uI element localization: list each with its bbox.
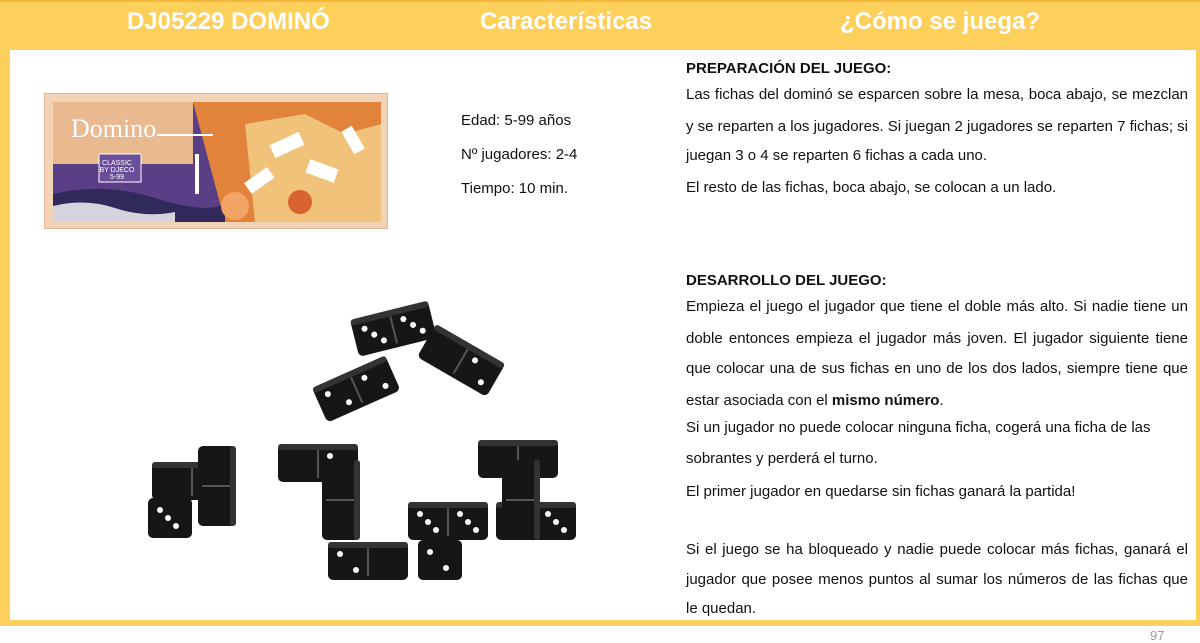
- features-title: Características: [480, 8, 653, 35]
- frame-right: [1196, 50, 1200, 625]
- box-badge-line2: BY DJECO: [99, 167, 135, 174]
- prep-line-3: juegan 3 o 4 se reparten 6 fichas a cada uno.: [686, 147, 988, 164]
- prep-line-2: y se reparten a los jugadores. Si juegan 2 jugadores se reparten 7 fichas; si: [686, 118, 1188, 135]
- dev-line-7: El primer jugador en quedarse sin fichas ganará la partida!: [686, 483, 1076, 500]
- prep-line-4: El resto de las fichas, boca abajo, se colocan a un lado.: [686, 179, 1057, 196]
- dev-line-2: doble entonces empieza el jugador más joven. El jugador siguiente tiene: [686, 330, 1188, 347]
- dev-line-10: le quedan.: [686, 600, 757, 617]
- page-number: 97: [1150, 628, 1165, 643]
- dev-section: [686, 272, 1188, 289]
- box-badge-line1: CLASSIC: [102, 160, 132, 167]
- prep-title: PREPARACIÓN DEL JUEGO:: [686, 60, 892, 77]
- dev-line-1: Empieza el juego el jugador que tiene el doble más alto. Si nadie tiene un: [686, 298, 1188, 315]
- frame-left: [0, 50, 10, 625]
- dev-line-4-pre: estar asociada con el: [686, 392, 832, 409]
- dev-line-6: sobrantes y perderá el turno.: [686, 450, 878, 467]
- dev-line-4: [686, 392, 1188, 409]
- dev-title: DESARROLLO DEL JUEGO:: [686, 272, 887, 289]
- feature-time: Tiempo: 10 min.: [461, 180, 568, 197]
- dev-line-4-bold: mismo número: [831, 392, 940, 409]
- dev-line-5: Si un jugador no puede colocar ninguna ficha, cogerá una ficha de las: [686, 419, 1151, 436]
- feature-age: Edad: 5-99 años: [461, 112, 572, 129]
- prep-section: [686, 60, 1188, 77]
- feature-players: Nº jugadores: 2-4: [461, 146, 578, 163]
- dev-line-9: jugador que posee menos puntos al sumar los números de las fichas que: [686, 571, 1188, 588]
- dev-line-3: que colocar una de sus fichas en uno de los dos lados, siempre tiene que: [686, 360, 1188, 377]
- frame-bottom: [0, 620, 1200, 626]
- header-bar: [0, 0, 1200, 50]
- dev-line-8: Si el juego se ha bloqueado y nadie puede colocar más fichas, ganará el: [686, 541, 1188, 558]
- dominoes-photo: [100, 290, 600, 590]
- prep-line-1: Las fichas del dominó se esparcen sobre la mesa, boca abajo, se mezclan: [686, 86, 1188, 103]
- product-box-image: [44, 93, 388, 229]
- box-title: Domino: [71, 114, 157, 143]
- box-badge-line3: 5-99: [109, 174, 124, 181]
- features-list: [461, 113, 577, 215]
- howto-title: ¿Cómo se juega?: [840, 8, 1041, 35]
- product-title: DJ05229 DOMINÓ: [127, 8, 330, 35]
- dev-line-4-post: .: [939, 392, 944, 409]
- box-badge: [97, 160, 137, 181]
